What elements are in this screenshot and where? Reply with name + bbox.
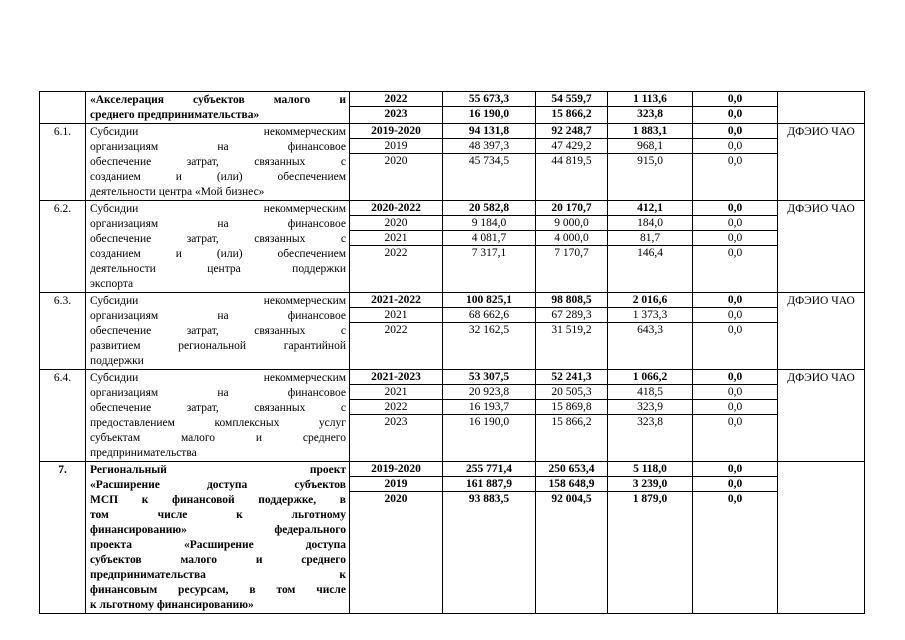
year-cell: 2019 xyxy=(350,139,442,154)
federal-cell: 47 429,2 xyxy=(536,139,607,154)
item-name-line: обеспечение затрат, связанных с xyxy=(90,156,346,168)
regional-cell: 3 239,0 xyxy=(608,477,692,492)
other-cell: 0,0 xyxy=(693,308,777,323)
table-row xyxy=(40,293,865,370)
regional-cell: 412,1 xyxy=(608,201,692,216)
regional-cell: 1 883,1 xyxy=(608,124,692,139)
regional-cell-group xyxy=(608,462,693,614)
federal-cell: 92 248,7 xyxy=(536,124,607,139)
federal-cell-group xyxy=(536,370,608,462)
item-name-line: том числе к льготному xyxy=(90,509,346,521)
item-number: 6.1. xyxy=(40,124,86,201)
regional-cell: 1 373,3 xyxy=(608,308,692,323)
regional-cell: 418,5 xyxy=(608,385,692,400)
other-cell: 0,0 xyxy=(693,477,777,492)
year-cell: 2019 xyxy=(350,477,442,492)
year-cell: 2019-2020 xyxy=(350,124,442,139)
year-cell: 2023 xyxy=(384,108,408,120)
federal-cell: 4 000,0 xyxy=(536,231,607,246)
responsible-org: ДФЭИО ЧАО xyxy=(778,201,865,293)
regional-cell-group xyxy=(608,293,693,370)
item-name-line: «Акселерация субъектов малого и xyxy=(90,94,346,106)
item-name-line: финансированию» федерального xyxy=(90,524,346,536)
total-cell: 9 184,0 xyxy=(443,216,535,231)
year-cell-group xyxy=(350,124,443,201)
other-cell: 0,0 xyxy=(693,462,777,477)
total-cell: 100 825,1 xyxy=(443,293,535,308)
item-name-line: «Расширение доступа субъектов xyxy=(90,479,346,491)
regional-cell-group xyxy=(608,370,693,462)
year-cell: 2021 xyxy=(350,231,442,246)
item-name xyxy=(86,462,350,614)
federal-cell: 20 170,7 xyxy=(536,201,607,216)
item-name-line: Субсидии некоммерческим xyxy=(90,295,346,307)
year-cell: 2021-2022 xyxy=(350,293,442,308)
item-name-line: предпринимательства к xyxy=(90,569,346,581)
year-cell-group xyxy=(350,92,443,124)
total-cell: 20 582,8 xyxy=(443,201,535,216)
table-row xyxy=(40,92,865,124)
regional-cell: 1 879,0 xyxy=(632,493,668,505)
other-cell-group xyxy=(693,370,778,462)
item-name-line: предпринимательства xyxy=(90,447,197,459)
other-cell: 0,0 xyxy=(693,370,777,385)
total-cell: 55 673,3 xyxy=(443,92,535,107)
item-name-line: Субсидии некоммерческим xyxy=(90,126,346,138)
item-number: 7. xyxy=(40,462,86,614)
other-cell: 0,0 xyxy=(693,92,777,107)
regional-cell-group xyxy=(608,124,693,201)
table-row xyxy=(40,370,865,462)
federal-cell: 52 241,3 xyxy=(536,370,607,385)
other-cell-group xyxy=(693,124,778,201)
federal-cell: 44 819,5 xyxy=(551,155,592,167)
total-cell: 7 317,1 xyxy=(471,247,507,259)
item-name-line: созданием и (или) обеспечением xyxy=(90,248,346,260)
federal-cell-group xyxy=(536,92,608,124)
total-cell: 48 397,3 xyxy=(443,139,535,154)
federal-cell: 54 559,7 xyxy=(536,92,607,107)
total-cell: 16 193,7 xyxy=(443,400,535,415)
budget-table xyxy=(39,91,864,611)
year-cell: 2022 xyxy=(384,324,408,336)
total-cell: 20 923,8 xyxy=(443,385,535,400)
year-cell: 2020-2022 xyxy=(350,201,442,216)
regional-cell: 1 066,2 xyxy=(608,370,692,385)
year-cell: 2022 xyxy=(350,400,442,415)
year-cell-group xyxy=(350,201,443,293)
item-name-line: проекта «Расширение доступа xyxy=(90,539,346,551)
federal-cell: 158 648,9 xyxy=(536,477,607,492)
year-cell-group xyxy=(350,293,443,370)
other-cell-group xyxy=(693,92,778,124)
other-cell-group xyxy=(693,293,778,370)
regional-cell: 323,8 xyxy=(637,416,663,428)
item-name xyxy=(86,124,350,201)
regional-cell: 1 113,6 xyxy=(608,92,692,107)
year-cell: 2023 xyxy=(384,416,408,428)
federal-cell: 250 653,4 xyxy=(536,462,607,477)
responsible-org xyxy=(778,462,865,614)
item-name-line: Региональный проект xyxy=(90,464,346,476)
regional-cell: 915,0 xyxy=(637,155,663,167)
other-cell: 0,0 xyxy=(727,493,743,505)
item-name-line: предоставлением комплексных услуг xyxy=(90,417,346,429)
table-row xyxy=(40,124,865,201)
other-cell: 0,0 xyxy=(693,231,777,246)
responsible-org: ДФЭИО ЧАО xyxy=(778,124,865,201)
item-name-line: деятельности центра «Мой бизнес» xyxy=(90,186,265,198)
other-cell: 0,0 xyxy=(693,124,777,139)
regional-cell: 146,4 xyxy=(637,247,663,259)
other-cell: 0,0 xyxy=(727,155,743,167)
year-cell-group xyxy=(350,370,443,462)
total-cell: 161 887,9 xyxy=(443,477,535,492)
total-cell-group xyxy=(443,293,536,370)
year-cell: 2022 xyxy=(384,247,408,259)
table-row xyxy=(40,462,865,614)
item-name-line: Субсидии некоммерческим xyxy=(90,203,346,215)
other-cell-group xyxy=(693,462,778,614)
total-cell-group xyxy=(443,92,536,124)
federal-cell: 15 866,2 xyxy=(551,108,592,120)
total-cell-group xyxy=(443,462,536,614)
item-name-line: обеспечение затрат, связанных с xyxy=(90,325,346,337)
item-name-line: экспорта xyxy=(90,278,134,290)
federal-cell: 67 289,3 xyxy=(536,308,607,323)
year-cell: 2021 xyxy=(350,385,442,400)
item-name xyxy=(86,201,350,293)
responsible-org xyxy=(778,92,865,124)
regional-cell: 2 016,6 xyxy=(608,293,692,308)
other-cell: 0,0 xyxy=(727,247,743,259)
year-cell: 2022 xyxy=(350,92,442,107)
item-number: 6.4. xyxy=(40,370,86,462)
year-cell: 2021 xyxy=(350,308,442,323)
federal-cell: 7 170,7 xyxy=(554,247,589,259)
federal-cell: 20 505,3 xyxy=(536,385,607,400)
item-name-line: организациям на финансовое xyxy=(90,141,346,153)
other-cell: 0,0 xyxy=(727,108,743,120)
federal-cell: 15 866,2 xyxy=(551,416,592,428)
other-cell: 0,0 xyxy=(693,385,777,400)
year-cell-group xyxy=(350,462,443,614)
federal-cell: 98 808,5 xyxy=(536,293,607,308)
regional-cell: 81,7 xyxy=(608,231,692,246)
item-name-line: обеспечение затрат, связанных с xyxy=(90,402,346,414)
item-name-line: поддержки xyxy=(90,355,144,367)
federal-cell: 9 000,0 xyxy=(536,216,607,231)
item-number: 6.2. xyxy=(40,201,86,293)
regional-cell: 643,3 xyxy=(637,324,663,336)
item-name-line: организациям на финансовое xyxy=(90,218,346,230)
federal-cell: 15 869,8 xyxy=(536,400,607,415)
total-cell: 53 307,5 xyxy=(443,370,535,385)
item-name-line: субъектам малого и среднего xyxy=(90,432,346,444)
regional-cell: 323,8 xyxy=(637,108,663,120)
item-name xyxy=(86,370,350,462)
other-cell: 0,0 xyxy=(727,416,743,428)
total-cell: 94 131,8 xyxy=(443,124,535,139)
regional-cell-group xyxy=(608,201,693,293)
item-name-line: организациям на финансовое xyxy=(90,310,346,322)
item-name-line: организациям на финансовое xyxy=(90,387,346,399)
regional-cell-group xyxy=(608,92,693,124)
year-cell: 2020 xyxy=(384,155,408,167)
total-cell-group xyxy=(443,201,536,293)
item-name-line: финансовым ресурсам, в том числе xyxy=(90,584,346,596)
total-cell: 255 771,4 xyxy=(443,462,535,477)
item-name-line: Субсидии некоммерческим xyxy=(90,372,346,384)
federal-cell-group xyxy=(536,293,608,370)
item-name-line: развитием региональной гарантийной xyxy=(90,340,346,352)
item-name-line: субъектов малого и среднего xyxy=(90,554,346,566)
item-number xyxy=(40,92,86,124)
regional-cell: 184,0 xyxy=(608,216,692,231)
total-cell: 16 190,0 xyxy=(468,108,510,120)
total-cell: 4 081,7 xyxy=(443,231,535,246)
year-cell: 2020 xyxy=(350,216,442,231)
total-cell: 68 662,6 xyxy=(443,308,535,323)
other-cell: 0,0 xyxy=(693,400,777,415)
other-cell: 0,0 xyxy=(693,216,777,231)
federal-cell-group xyxy=(536,201,608,293)
total-cell: 45 734,5 xyxy=(468,155,510,167)
item-number: 6.3. xyxy=(40,293,86,370)
table-row xyxy=(40,201,865,293)
item-name-line: МСП к финансовой поддержке, в xyxy=(90,494,346,506)
regional-cell: 323,9 xyxy=(608,400,692,415)
item-name-line: к льготному финансированию» xyxy=(90,599,254,611)
other-cell: 0,0 xyxy=(693,201,777,216)
responsible-org: ДФЭИО ЧАО xyxy=(778,370,865,462)
other-cell-group xyxy=(693,201,778,293)
item-name xyxy=(86,293,350,370)
year-cell: 2020 xyxy=(384,493,408,505)
total-cell-group xyxy=(443,370,536,462)
federal-cell: 31 519,2 xyxy=(551,324,592,336)
regional-cell: 5 118,0 xyxy=(608,462,692,477)
total-cell: 16 190,0 xyxy=(468,416,510,428)
federal-cell-group xyxy=(536,462,608,614)
other-cell: 0,0 xyxy=(693,293,777,308)
item-name-line: деятельности центра поддержки xyxy=(90,263,346,275)
total-cell: 32 162,5 xyxy=(468,324,510,336)
year-cell: 2021-2023 xyxy=(350,370,442,385)
year-cell: 2019-2020 xyxy=(350,462,442,477)
item-name xyxy=(86,92,350,124)
regional-cell: 968,1 xyxy=(608,139,692,154)
total-cell-group xyxy=(443,124,536,201)
other-cell: 0,0 xyxy=(727,324,743,336)
federal-cell-group xyxy=(536,124,608,201)
item-name-line: созданием и (или) обеспечением xyxy=(90,171,346,183)
item-name-line: среднего предпринимательства» xyxy=(90,109,260,121)
federal-cell: 92 004,5 xyxy=(551,493,592,505)
total-cell: 93 883,5 xyxy=(468,493,510,505)
responsible-org: ДФЭИО ЧАО xyxy=(778,293,865,370)
item-name-line: обеспечение затрат, связанных с xyxy=(90,233,346,245)
other-cell: 0,0 xyxy=(693,139,777,154)
